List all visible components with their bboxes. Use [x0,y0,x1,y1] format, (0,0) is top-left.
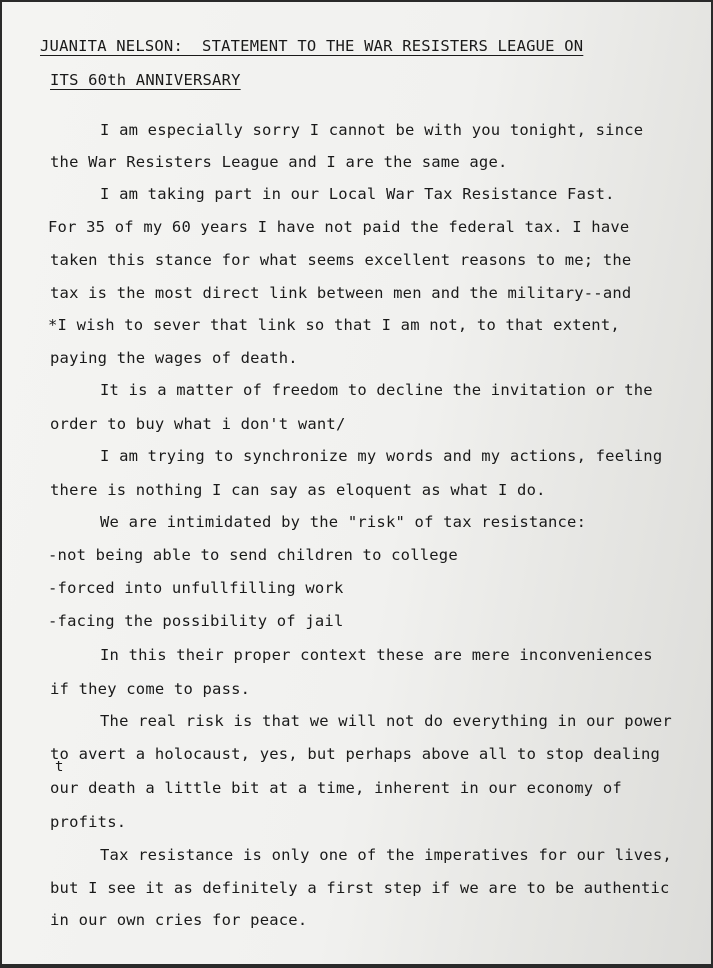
body-line: tax is the most direct link between men and the military--and [50,284,632,302]
body-line: I am especially sorry I cannot be with you tonight, since [100,121,644,139]
heading-line-2: ITS 60th ANNIVERSARY [50,71,241,89]
body-line: in our own cries for peace. [50,911,308,929]
body-line: In this their proper context these are mere inconveniences [100,646,653,664]
body-line: Tax resistance is only one of the imperatives for our lives, [100,846,672,864]
body-line: order to buy what i don't want/ [50,415,346,433]
list-item: -forced into unfullfilling work [48,579,344,597]
body-line: I am taking part in our Local War Tax Resistance Fast. [100,185,615,203]
handwritten-correction: t [55,759,64,775]
body-line: to avert a holocaust, yes, but perhaps above all to stop dealing [50,745,661,763]
list-item: -not being able to send children to college [48,546,458,564]
body-line: but I see it as definitely a first step if we are to be authentic [50,879,670,897]
body-line: We are intimidated by the "risk" of tax resistance: [100,513,587,531]
body-line: *I wish to sever that link so that I am not, to that extent, [48,316,620,334]
body-line: taken this stance for what seems excellent reasons to me; the [50,251,632,269]
body-line: there is nothing I can say as eloquent as what I do. [50,481,546,499]
body-line: the War Resisters League and I are the same age. [50,153,508,171]
body-line: profits. [50,813,127,831]
body-line: paying the wages of death. [50,349,298,367]
body-line: It is a matter of freedom to decline the invitation or the [100,381,653,399]
list-item: -facing the possibility of jail [48,612,344,630]
body-line: our death a little bit at a time, inherent in our economy of [50,779,622,797]
body-line: The real risk is that we will not do everything in our power [100,712,672,730]
heading-line-1: JUANITA NELSON: STATEMENT TO THE WAR RESISTERS LEAGUE ON [40,37,584,55]
body-line: For 35 of my 60 years I have not paid the federal tax. I have [48,218,630,236]
document-page [2,2,711,964]
body-line: I am trying to synchronize my words and my actions, feeling [100,447,663,465]
body-line: if they come to pass. [50,680,251,698]
